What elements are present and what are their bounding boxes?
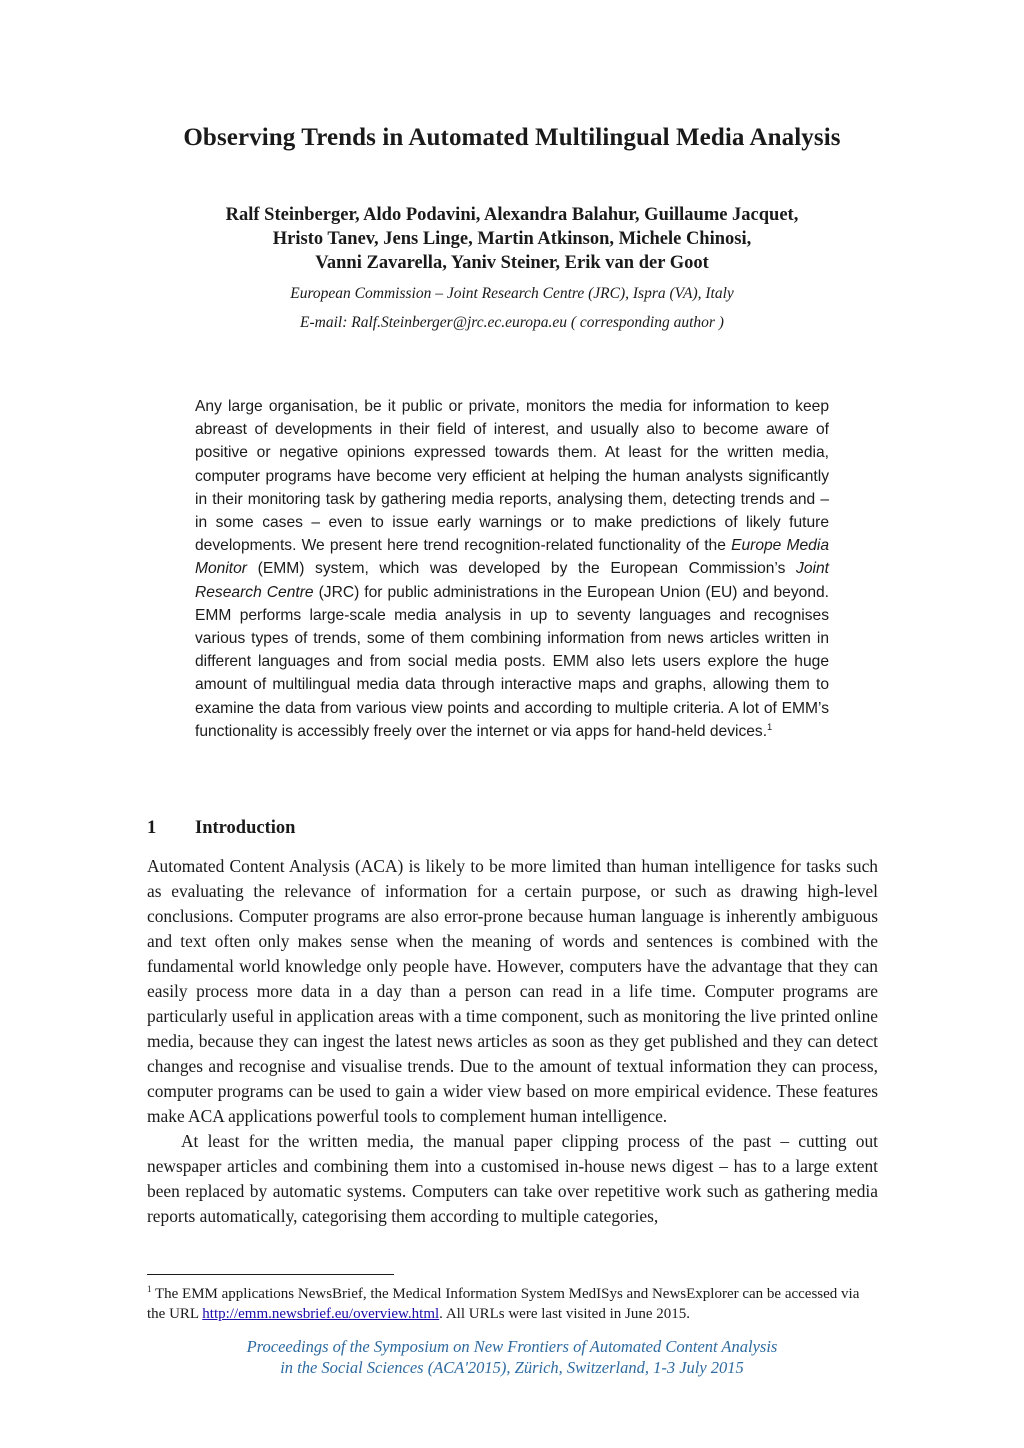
author-line: Vanni Zavarella, Yaniv Steiner, Erik van der Goot bbox=[315, 253, 709, 273]
proceedings-footer bbox=[0, 1336, 1024, 1378]
proceedings-line: Proceedings of the Symposium on New Frontiers of Automated Content Analysis bbox=[246, 1337, 778, 1356]
footnote-text: . All URLs were last visited in June 2015. bbox=[439, 1306, 690, 1322]
paragraph: At least for the written media, the manual paper clipping process of the past – cutting out newspaper articles and combining them into a customised in-house news digest – has to a large extent been replaced by automatic systems. Computers can take over repetitive work such as gathering media reports automatically, categorising them according to multiple categories, bbox=[147, 1131, 878, 1226]
paper-title: Observing Trends in Automated Multilingual Media Analysis bbox=[183, 124, 841, 151]
abstract-text: Any large organisation, be it public or private, monitors the media for information to keep abreast of developments in their field of interest, and usually also to become aware of positive or negative opinions expressed towards them. At least for the written media, computer programs have become very efficient at helping the human analysts significantly in their monitoring task by gathering media reports, analysing them, detecting trends and – in some cases – even to issue early warnings or to make predictions of likely future developments. We present here trend recognition-related functionality of the bbox=[195, 398, 829, 555]
abstract-text: (EMM) system, which was developed by the European Commission’s bbox=[247, 560, 797, 578]
footnote-reference[interactable]: 1 bbox=[767, 721, 773, 732]
footnote-mark: 1 bbox=[147, 1284, 152, 1294]
paragraph: Automated Content Analysis (ACA) is likely to be more limited than human intelligence for tasks such as evaluating the relevance of information for a certain purpose, or such as drawing high-level conclusions. Computer programs are also error-prone because human language is inherently ambiguous and text often only makes sense when the meaning of words and sentences is combined with the fundamental world knowledge only people have. However, computers have the advantage that they can easily process more data in a day than a person can read in a life time. Computer programs are particularly useful in application areas with a time component, such as monitoring the live printed online media, because they can ingest the latest news articles as soon as they get published and they can detect changes and recognise and visualise trends. Due to the amount of textual information they can process, computer programs can be used to gain a wider view based on more empirical evidence. These features make ACA applications powerful tools to complement human intelligence. bbox=[147, 856, 878, 1126]
section-title: Introduction bbox=[195, 818, 296, 838]
abstract-text: (JRC) for public administrations in the European Union (EU) and beyond. EMM performs large-scale media analysis in up to seventy languages and recognises various types of trends, some of them combining information from news articles written in different languages and from social media posts. EMM also lets users explore the huge amount of multilingual media data through interactive maps and graphs, allowing them to examine the data from various view points and according to multiple criteria. A lot of EMM’s functionality is accessibly freely over the internet or via apps for hand-held devices. bbox=[195, 583, 829, 740]
abstract-emm-name: Europe Media Monitor bbox=[195, 537, 829, 578]
footnote-url-link[interactable]: http://emm.newsbrief.eu/overview.html bbox=[202, 1306, 440, 1322]
footnote-divider bbox=[147, 1274, 394, 1275]
footnote-text: The EMM applications NewsBrief, the Medical Information System MedISys and NewsExplorer can be accessed via the URL bbox=[147, 1286, 860, 1322]
affiliation: European Commission – Joint Research Centre (JRC), Ispra (VA), Italy bbox=[290, 285, 734, 302]
section-heading bbox=[147, 818, 295, 839]
abstract bbox=[195, 395, 829, 743]
footnote bbox=[147, 1284, 878, 1324]
author-line: Ralf Steinberger, Aldo Podavini, Alexandra Balahur, Guillaume Jacquet, bbox=[225, 205, 799, 225]
author-list bbox=[0, 203, 1024, 275]
author-line: Hristo Tanev, Jens Linge, Martin Atkinson, Michele Chinosi, bbox=[272, 229, 752, 249]
contact-email: E-mail: Ralf.Steinberger@jrc.ec.europa.eu ( corresponding author ) bbox=[300, 314, 724, 331]
section-number: 1 bbox=[147, 818, 157, 838]
abstract-jrc-name: Joint Research Centre bbox=[195, 560, 829, 601]
proceedings-line: in the Social Sciences (ACA'2015), Zürich, Switzerland, 1-3 July 2015 bbox=[280, 1358, 744, 1377]
section-body bbox=[147, 854, 878, 1229]
